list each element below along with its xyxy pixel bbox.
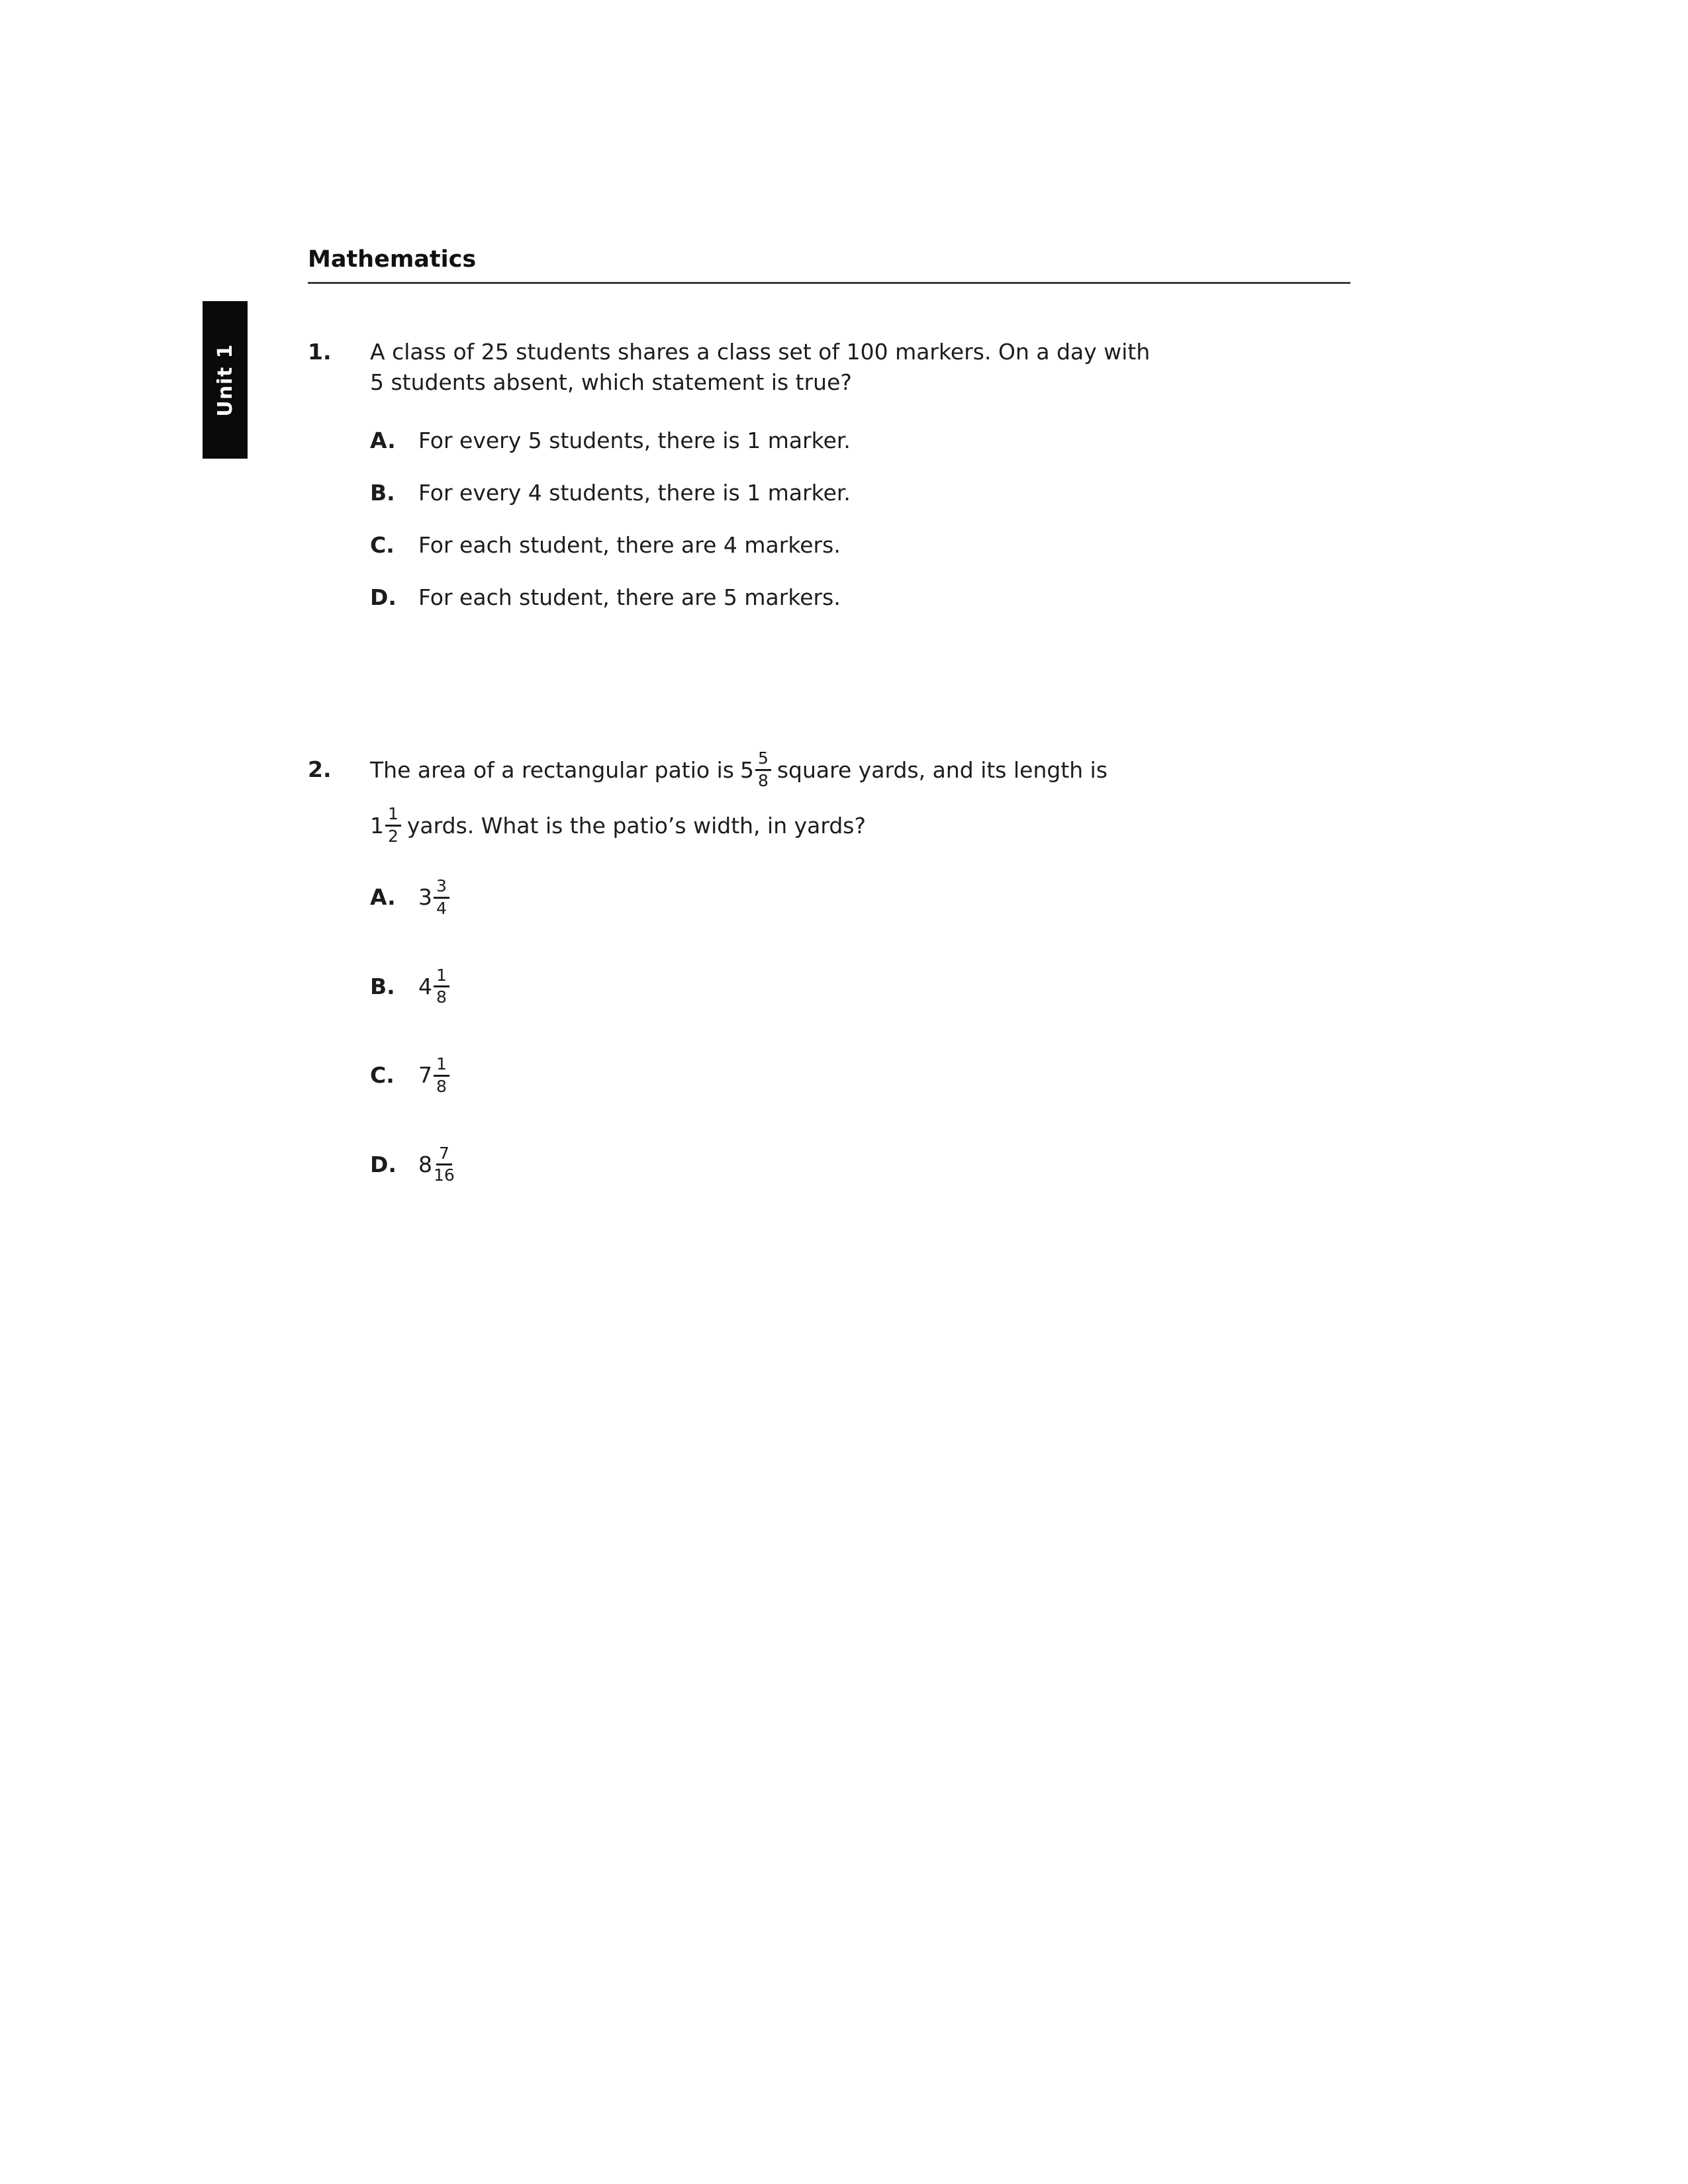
unit-tab-label: Unit 1 — [213, 343, 237, 417]
question-1-option-c — [370, 531, 1350, 559]
question-1-option-d — [370, 584, 1350, 612]
question-2-option-a — [370, 877, 1350, 919]
fraction-denominator: 8 — [436, 1076, 447, 1096]
fraction — [434, 1055, 449, 1097]
option-label: A. — [370, 884, 396, 911]
option-label: D. — [370, 1151, 397, 1177]
whole-number: 5 — [739, 756, 754, 783]
option-label: B. — [370, 973, 395, 999]
question-2-stem-line-1 — [370, 749, 1350, 791]
fraction-numerator: 3 — [434, 877, 449, 899]
fraction-denominator: 4 — [436, 898, 447, 918]
fraction — [755, 749, 771, 791]
whole-number: 3 — [418, 884, 432, 911]
stem-text: The area of a rectangular patio is — [370, 756, 734, 783]
fraction-denominator: 16 — [434, 1165, 455, 1185]
question-1-body — [370, 337, 1350, 636]
fraction-denominator: 8 — [436, 987, 447, 1007]
fraction — [434, 877, 449, 919]
fraction — [434, 966, 449, 1008]
fraction-numerator: 1 — [385, 805, 401, 827]
header-rule — [308, 282, 1350, 284]
question-1-option-b — [370, 479, 1350, 507]
fraction-numerator: 7 — [436, 1144, 452, 1166]
option-label: D. — [370, 584, 397, 610]
mixed-number — [418, 966, 449, 1008]
fraction — [385, 805, 401, 846]
unit-tab — [203, 301, 248, 459]
fraction-numerator: 5 — [755, 749, 771, 771]
whole-number: 4 — [418, 973, 432, 999]
option-label: B. — [370, 480, 395, 506]
mixed-number — [370, 805, 401, 846]
whole-number: 7 — [418, 1062, 432, 1089]
stem-text: square yards, and its length is — [776, 756, 1108, 783]
question-2-number: 2. — [308, 756, 332, 782]
fraction-denominator: 2 — [388, 826, 399, 846]
question-1-stem-line-2: 5 students absent, which statement is true? — [370, 369, 852, 395]
question-1 — [308, 337, 1350, 636]
mixed-number — [418, 877, 449, 919]
fraction-denominator: 8 — [757, 770, 769, 790]
question-2-options — [370, 877, 1350, 1185]
option-label: A. — [370, 428, 396, 453]
mixed-number — [740, 749, 771, 791]
option-text: For each student, there are 4 markers. — [418, 532, 841, 558]
question-2-stem-line-2 — [370, 804, 1350, 846]
option-label: C. — [370, 1062, 395, 1089]
question-1-options — [370, 427, 1350, 612]
whole-number: 1 — [370, 812, 384, 839]
question-1-stem-line-1: A class of 25 students shares a class set of 100 markers. On a day with — [370, 339, 1150, 365]
option-text: For each student, there are 5 markers. — [418, 584, 841, 610]
stem-text: yards. What is the patio’s width, in yards? — [406, 812, 867, 839]
mixed-number — [418, 1144, 455, 1186]
question-2-body — [370, 749, 1350, 1233]
question-1-number: 1. — [308, 339, 332, 365]
question-2 — [308, 749, 1350, 1233]
fraction-numerator: 1 — [434, 1055, 449, 1077]
fraction-numerator: 1 — [434, 966, 449, 988]
question-2-option-d — [370, 1144, 1350, 1186]
option-label: C. — [370, 532, 395, 558]
mixed-number — [418, 1055, 449, 1097]
question-2-option-c — [370, 1055, 1350, 1097]
fraction — [434, 1144, 455, 1186]
question-2-option-b — [370, 966, 1350, 1008]
option-text: For every 4 students, there is 1 marker. — [418, 480, 851, 506]
page-content — [308, 246, 1350, 1233]
section-header: Mathematics — [308, 246, 477, 273]
whole-number: 8 — [418, 1151, 432, 1177]
question-1-option-a — [370, 427, 1350, 455]
option-text: For every 5 students, there is 1 marker. — [418, 428, 851, 453]
